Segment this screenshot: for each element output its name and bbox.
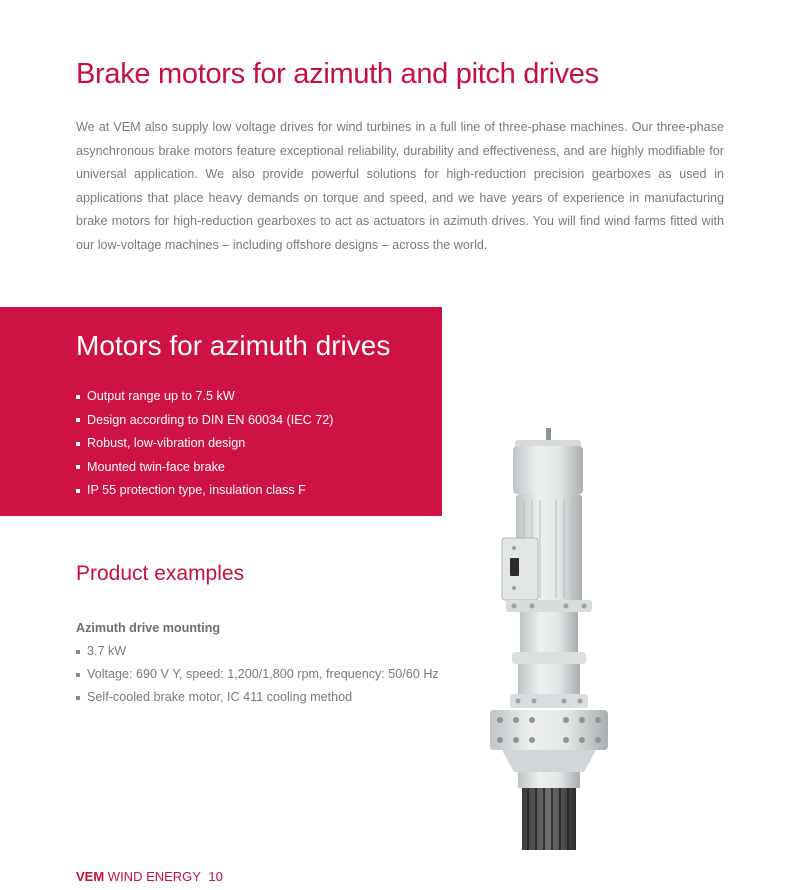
square-bullet-icon xyxy=(76,418,80,422)
spec-item xyxy=(76,640,439,663)
feature-item xyxy=(76,385,333,409)
footer-brand: VEM xyxy=(76,869,105,884)
feature-text: IP 55 protection type, insulation class F xyxy=(87,483,306,497)
page-number: 10 xyxy=(208,869,223,884)
feature-text: Design according to DIN EN 60034 (IEC 72) xyxy=(87,412,334,427)
square-bullet-icon xyxy=(76,465,80,469)
spec-text: Voltage: 690 V Y, speed: 1,200/1,800 rpm, frequency: 50/60 Hz xyxy=(87,667,439,681)
feature-item xyxy=(76,409,333,433)
feature-text: Output range up to 7.5 kW xyxy=(87,389,235,403)
azimuth-section-title: Motors for azimuth drives xyxy=(76,330,391,361)
azimuth-feature-banner xyxy=(0,307,442,516)
square-bullet-icon xyxy=(76,489,80,493)
square-bullet-icon xyxy=(76,650,80,654)
product-name: Azimuth drive mounting xyxy=(76,621,221,635)
feature-item xyxy=(76,456,333,480)
spec-text: Self-cooled brake motor, IC 411 cooling method xyxy=(87,690,353,704)
square-bullet-icon xyxy=(76,696,80,700)
spec-item xyxy=(76,663,439,686)
spec-text: 3.7 kW xyxy=(87,644,127,658)
square-bullet-icon xyxy=(76,442,80,446)
page-title: Brake motors for azimuth and pitch drives xyxy=(76,58,599,90)
feature-text: Mounted twin-face brake xyxy=(87,459,225,474)
square-bullet-icon xyxy=(76,673,80,677)
square-bullet-icon xyxy=(76,395,80,399)
product-examples-title: Product examples xyxy=(76,562,245,585)
azimuth-feature-list xyxy=(76,385,333,503)
brake-motor-photo xyxy=(480,420,620,860)
footer-division: WIND ENERGY xyxy=(107,869,201,884)
product-spec-list xyxy=(76,640,439,709)
feature-text: Robust, low-vibration design xyxy=(87,436,246,450)
intro-paragraph: We at VEM also supply low voltage drives for wind turbines in a full line of three-phase machines. Our three-phase asynchronous brake motors feature exceptional reliability, durability and effectiveness, and are highly modifiable for universal application. We also provide powerful solutions for high-reduction precision gearboxes as used in applications that place heavy demands on torque and speed, and we have years of experience in manufacturing brake motors for high-reduction gearboxes to act as actuators in azimuth drives. You will find wind farms fitted with our low-voltage machines – including offshore designs – across the world. xyxy=(76,120,724,252)
page-footer xyxy=(76,869,223,884)
spec-item xyxy=(76,686,439,709)
feature-item xyxy=(76,432,333,456)
feature-item xyxy=(76,479,333,503)
